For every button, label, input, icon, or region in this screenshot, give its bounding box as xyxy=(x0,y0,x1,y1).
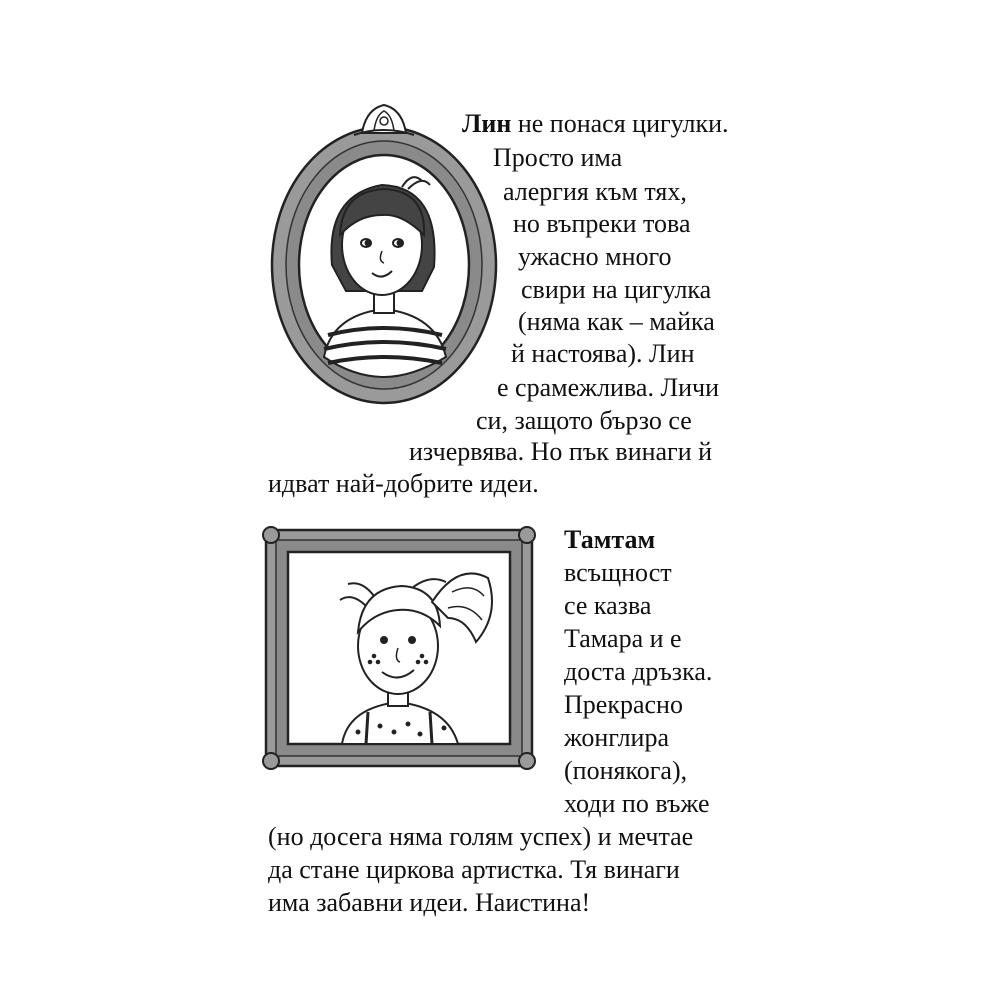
text-line: идват най-добрите идеи. xyxy=(268,469,539,498)
text-line: Тамара и е xyxy=(564,624,682,653)
text-line: ужасно много xyxy=(518,242,672,271)
text-line: доста дръзка. xyxy=(564,657,713,686)
text-line: (но досега няма голям успех) и мечтае xyxy=(268,822,694,851)
text-line: да стане циркова артистка. Тя винаги xyxy=(268,855,680,884)
text-line: (понякога), xyxy=(564,756,688,785)
text-line: жонглира xyxy=(564,723,670,752)
text-line: всъщност xyxy=(564,558,672,587)
text-line: Прекрасно xyxy=(564,690,683,719)
text-line: (няма как – майка xyxy=(518,307,715,336)
text-line: е срамежлива. Личи xyxy=(497,373,719,402)
text-line: изчервява. Но пък винаги й xyxy=(409,437,713,466)
text-line: се казва xyxy=(564,591,652,620)
text-line: си, защото бързо се xyxy=(476,406,692,435)
lin-portrait xyxy=(262,95,512,415)
text-line: й настоява). Лин xyxy=(511,339,695,368)
text-line: има забавни идеи. Наистина! xyxy=(268,888,591,917)
text-line: свири на цигулка xyxy=(521,275,712,304)
text-line: алергия към тях, xyxy=(503,177,687,206)
text-line: Лин не понася цигулки. xyxy=(462,109,729,138)
text-line: но въпреки това xyxy=(513,209,691,238)
text-line: Просто има xyxy=(493,143,623,172)
character-name: Тамтам xyxy=(564,525,656,554)
tamtam-portrait xyxy=(262,522,542,774)
character-name: Лин xyxy=(462,109,512,138)
text-line: ходи по въже xyxy=(564,789,710,818)
